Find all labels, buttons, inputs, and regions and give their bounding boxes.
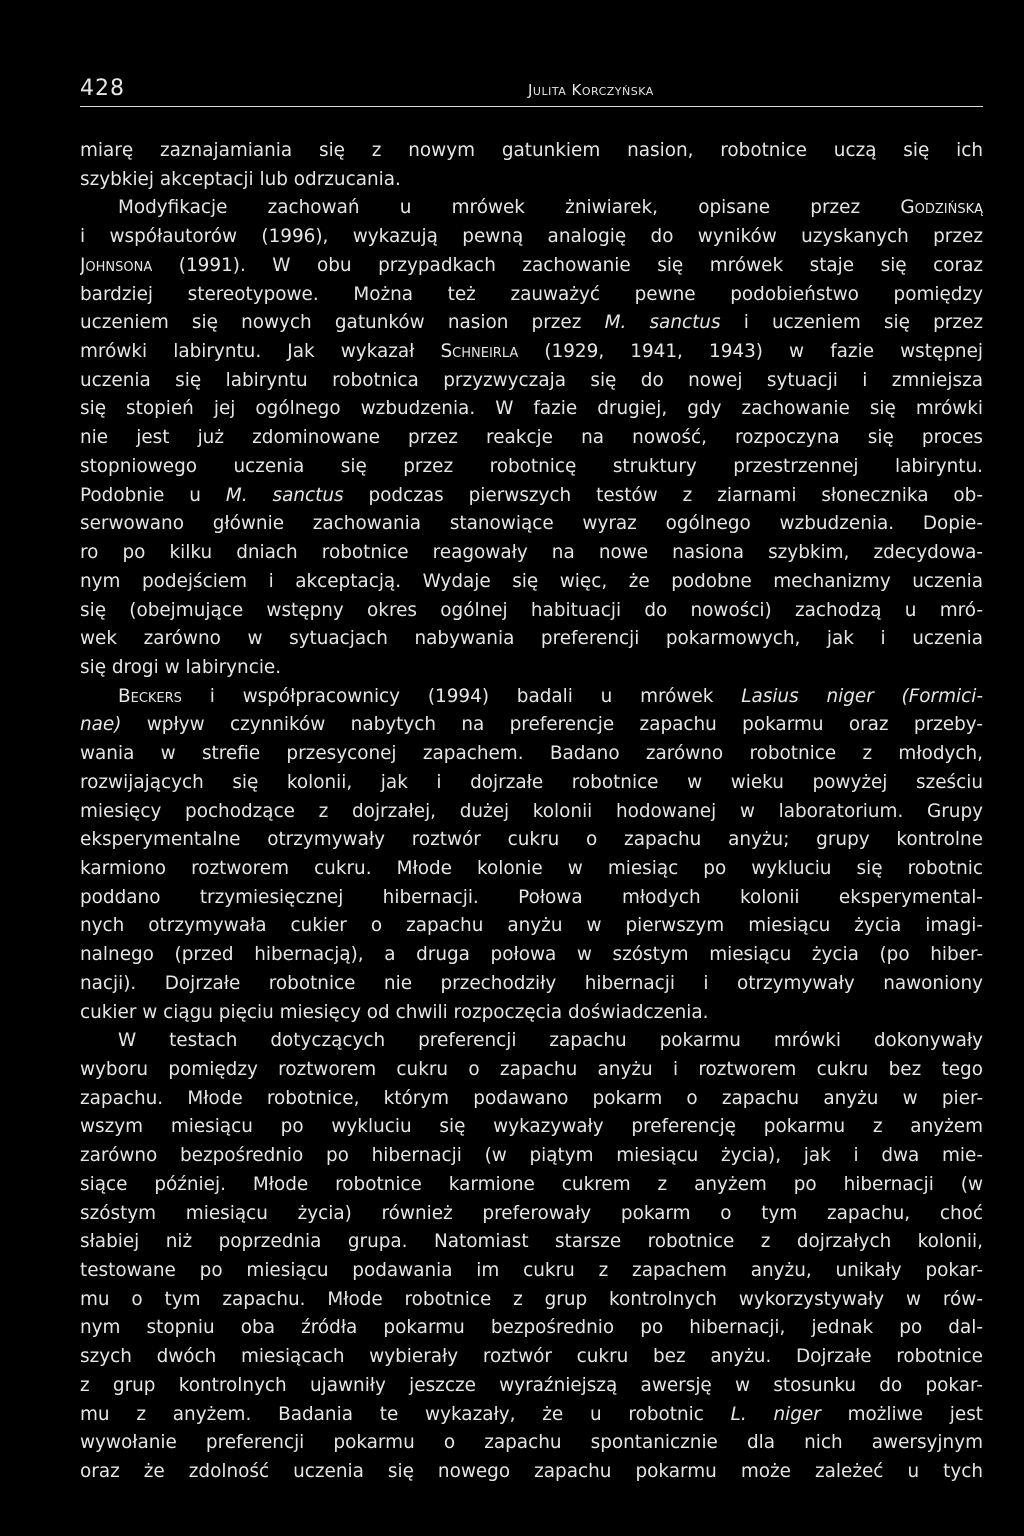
text-segment: miesięcy pochodzące z dojrzałej, dużej kolonii hodowanej w laboratorium. Grupy bbox=[80, 800, 983, 822]
text-line bbox=[80, 1429, 983, 1458]
text-segment: słabiej niż poprzednia grupa. Natomiast starsze robotnice z dojrzałych kolonii, bbox=[80, 1231, 983, 1253]
text-line bbox=[80, 1085, 983, 1114]
text-line bbox=[80, 1257, 983, 1286]
text-segment: Schneirla bbox=[440, 341, 519, 363]
text-line bbox=[80, 252, 983, 281]
text-line bbox=[80, 453, 983, 482]
text-line bbox=[80, 367, 983, 396]
text-line bbox=[80, 654, 983, 683]
text-segment: wania w strefie przesyconej zapachem. Badano zarówno robotnice z młodych, bbox=[80, 743, 983, 765]
text-line bbox=[80, 740, 983, 769]
text-segment: miarę zaznajamiania się z nowym gatunkiem nasion, robotnice uczą się ich bbox=[80, 140, 983, 161]
text-segment: mrówki labiryntu. Jak wykazał bbox=[80, 341, 441, 363]
text-segment: nym podejściem i akceptacją. Wydaje się więc, że podobne mechanizmy uczenia bbox=[80, 570, 983, 592]
text-line bbox=[80, 999, 983, 1028]
text-line bbox=[80, 683, 983, 712]
text-line bbox=[80, 1027, 983, 1056]
text-line bbox=[80, 137, 983, 166]
text-segment: szybkiej akceptacji lub odrzucania. bbox=[80, 168, 401, 190]
text-line bbox=[80, 798, 983, 827]
text-line bbox=[80, 281, 983, 310]
text-line bbox=[80, 855, 983, 884]
text-line bbox=[80, 1343, 983, 1372]
text-segment: ro po kilku dniach robotnice reagowały na nowe nasiona szybkim, zdecydowa- bbox=[80, 542, 983, 564]
text-segment: wyboru pomiędzy roztworem cukru o zapachu anyżu i roztworem cukru bez tego bbox=[80, 1059, 983, 1080]
text-segment: z grup kontrolnych ujawniły jeszcze wyraźniejszą awersję w stosunku do pokar- bbox=[80, 1374, 983, 1396]
text-line bbox=[80, 338, 983, 367]
text-line bbox=[80, 1401, 983, 1430]
text-segment: nie jest już zdominowane przez reakcje na nowość, rozpoczyna się proces bbox=[80, 427, 983, 449]
text-segment: się (obejmujące wstępny okres ogólnej habituacji do nowości) zachodzą u mró- bbox=[80, 599, 983, 621]
text-line bbox=[80, 395, 983, 424]
text-line bbox=[80, 1314, 983, 1343]
running-head-author: Julita Korczyńska bbox=[528, 81, 654, 99]
text-segment: testowane po miesiącu podawania im cukru z zapachem anyżu, unikały pokar- bbox=[80, 1260, 983, 1282]
text-line bbox=[80, 568, 983, 597]
text-segment: bardziej stereotypowe. Można też zauważyć pewne podobieństwo pomiędzy bbox=[80, 283, 983, 305]
text-line bbox=[80, 166, 983, 195]
body-text bbox=[80, 137, 983, 1487]
text-segment: wszym miesiącu po wykluciu się wykazywały preferencję pokarmu z anyżem bbox=[80, 1116, 983, 1138]
text-segment: W testach dotyczących preferencji zapachu pokarmu mrówki dokonywały bbox=[118, 1030, 983, 1052]
text-segment: (1929, 1941, 1943) w fazie wstępnej bbox=[518, 341, 983, 363]
text-segment: M. sanctus bbox=[604, 312, 721, 334]
text-line bbox=[80, 194, 983, 223]
text-line bbox=[80, 941, 983, 970]
text-segment: zapachu. Młode robotnice, którym podawano pokarm o zapachu anyżu w pier- bbox=[80, 1087, 983, 1109]
text-segment: nych otrzymywała cukier o zapachu anyżu w pierwszym miesiącu życia imagi- bbox=[80, 915, 983, 937]
text-segment: uczenia się labiryntu robotnica przyzwyczaja się do nowej sytuacji i zmniejsza bbox=[80, 369, 983, 391]
text-segment: oraz że zdolność uczenia się nowego zapachu pokarmu może zależeć u tych bbox=[80, 1461, 983, 1483]
text-line bbox=[80, 711, 983, 740]
text-line bbox=[80, 970, 983, 999]
text-segment: i współautorów (1996), wykazują pewną analogię do wyników uzyskanych przez bbox=[80, 226, 983, 248]
text-line bbox=[80, 1142, 983, 1171]
text-line bbox=[80, 1200, 983, 1229]
text-line bbox=[80, 1056, 983, 1085]
text-line bbox=[80, 1113, 983, 1142]
text-line bbox=[80, 826, 983, 855]
text-segment: wek zarówno w sytuacjach nabywania preferencji pokarmowych, jak i uczenia bbox=[80, 628, 983, 650]
text-line bbox=[80, 1458, 983, 1487]
text-segment: podczas pierwszych testów z ziarnami słonecznika ob- bbox=[343, 484, 983, 506]
text-segment: stopniowego uczenia się przez robotnicę struktury przestrzennej labiryntu. bbox=[80, 455, 983, 477]
text-line bbox=[80, 482, 983, 511]
text-line bbox=[80, 1228, 983, 1257]
text-line bbox=[80, 424, 983, 453]
text-segment: cukier w ciągu pięciu miesięcy od chwili rozpoczęcia doświadczenia. bbox=[80, 1001, 709, 1023]
page-header bbox=[80, 76, 983, 107]
text-segment: mu z anyżem. Badania te wykazały, że u robotnic bbox=[80, 1403, 731, 1425]
text-line bbox=[80, 625, 983, 654]
text-segment: szóstym miesiącu życia) również preferowały pokarm o tym zapachu, choć bbox=[80, 1202, 983, 1224]
text-line bbox=[80, 309, 983, 338]
text-segment: możliwe jest bbox=[820, 1403, 983, 1425]
page-number: 428 bbox=[80, 76, 125, 101]
text-segment: poddano trzymiesięcznej hibernacji. Połowa młodych kolonii eksperymental- bbox=[80, 886, 983, 908]
text-line bbox=[80, 539, 983, 568]
text-line bbox=[80, 597, 983, 626]
text-segment: uczeniem się nowych gatunków nasion przez bbox=[80, 312, 605, 334]
text-line bbox=[80, 912, 983, 941]
text-segment: się stopień jej ogólnego wzbudzenia. W fazie drugiej, gdy zachowanie się mrówki bbox=[80, 398, 983, 420]
text-segment: wywołanie preferencji pokarmu o zapachu spontanicznie dla nich awersyjnym bbox=[80, 1432, 983, 1454]
text-segment: i uczeniem się przez bbox=[720, 312, 983, 334]
text-segment: wpływ czynników nabytych na preferencje zapachu pokarmu oraz przeby- bbox=[121, 714, 983, 736]
text-segment: nym stopniu oba źródła pokarmu bezpośrednio po hibernacji, jednak po dal- bbox=[80, 1317, 983, 1339]
text-segment: Lasius niger (Formici- bbox=[741, 685, 983, 707]
text-segment: M. sanctus bbox=[225, 484, 344, 506]
text-segment: zarówno bezpośrednio po hibernacji (w piątym miesiącu życia), jak i dwa mie- bbox=[80, 1145, 983, 1167]
text-line bbox=[80, 769, 983, 798]
text-segment: Johnsona bbox=[80, 254, 153, 276]
text-segment: nacji). Dojrzałe robotnice nie przechodziły hibernacji i otrzymywały nawoniony bbox=[80, 972, 983, 994]
text-segment: nalnego (przed hibernacją), a druga połowa w szóstym miesiącu życia (po hiber- bbox=[80, 944, 983, 966]
text-segment: Godzińską bbox=[900, 197, 983, 219]
text-line bbox=[80, 510, 983, 539]
text-segment: rozwijających się kolonii, jak i dojrzałe robotnice w wieku powyżej sześciu bbox=[80, 771, 983, 793]
text-segment: i współpracownicy (1994) badali u mrówek bbox=[181, 685, 742, 707]
text-segment: nae) bbox=[80, 714, 122, 736]
text-segment: karmiono roztworem cukru. Młode kolonie w miesiąc po wykluciu się robotnic bbox=[80, 857, 983, 879]
text-line bbox=[80, 884, 983, 913]
text-line bbox=[80, 1286, 983, 1315]
text-segment: Beckers bbox=[118, 685, 182, 707]
text-segment: serwowano głównie zachowania stanowiące wyraz ogólnego wzbudzenia. Dopie- bbox=[80, 513, 983, 535]
text-segment: eksperymentalne otrzymywały roztwór cukru o zapachu anyżu; grupy kontrolne bbox=[80, 829, 983, 851]
text-line bbox=[80, 223, 983, 252]
text-segment: szych dwóch miesiącach wybierały roztwór cukru bez anyżu. Dojrzałe robotnice bbox=[80, 1346, 983, 1368]
text-segment: (1991). W obu przypadkach zachowanie się mrówek staje się coraz bbox=[152, 254, 983, 276]
text-line bbox=[80, 1372, 983, 1401]
text-segment: siące później. Młode robotnice karmione cukrem z anyżem po hibernacji (w bbox=[80, 1173, 983, 1195]
text-segment: Podobnie u bbox=[80, 484, 226, 506]
text-line bbox=[80, 1171, 983, 1200]
text-segment: Modyfikacje zachowań u mrówek żniwiarek, opisane przez bbox=[118, 197, 901, 219]
text-segment: mu o tym zapachu. Młode robotnice z grup kontrolnych wykorzystywały w rów- bbox=[80, 1288, 983, 1310]
text-segment: L. niger bbox=[730, 1403, 821, 1425]
text-segment: się drogi w labiryncie. bbox=[80, 656, 282, 678]
